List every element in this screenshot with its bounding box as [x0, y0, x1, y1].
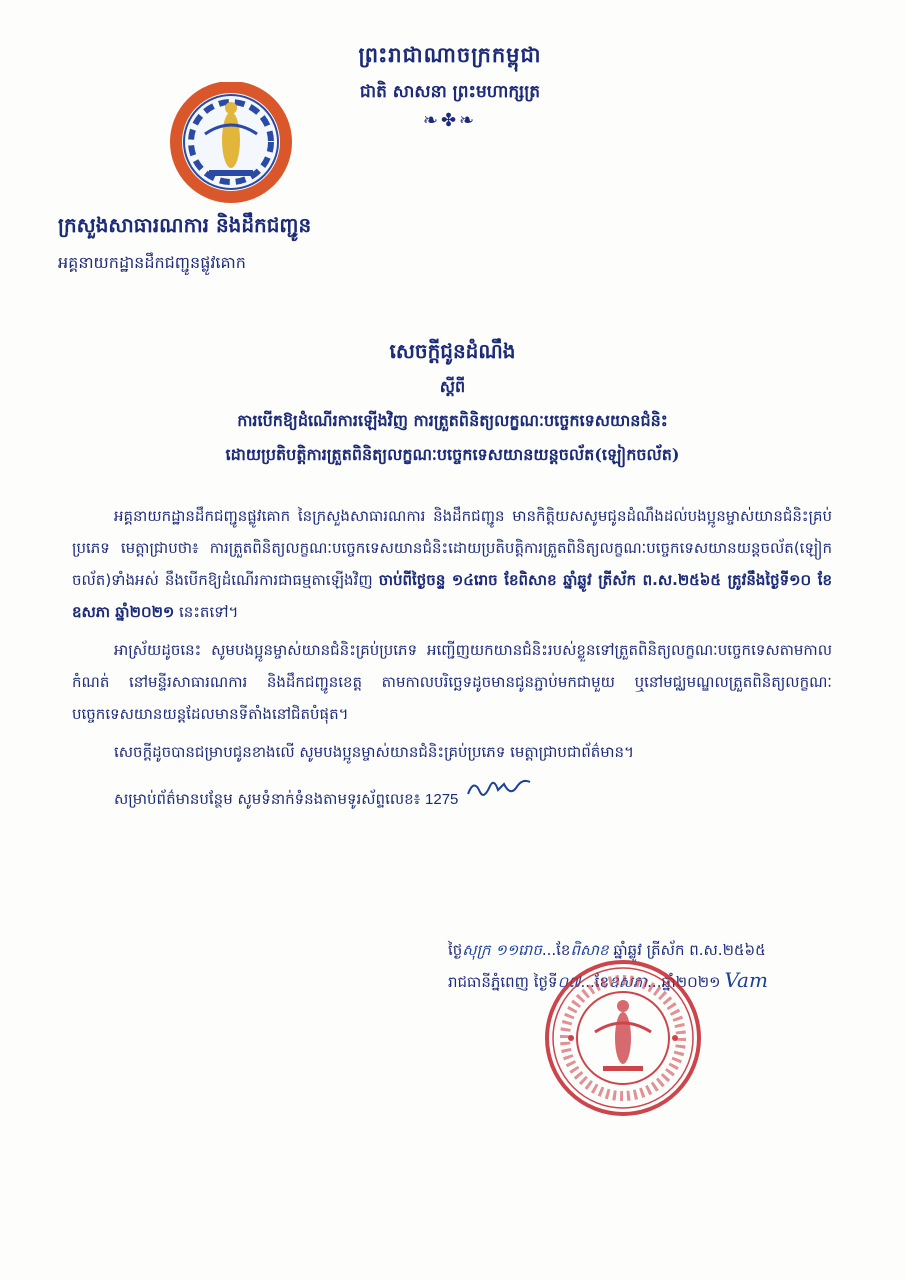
solar-date: រាជធានីភ្នំពេញ ថ្ងៃទី០៧...ខែឧសភា...ឆ្នាំ២០២១ Vam — [448, 968, 768, 992]
kingdom-header — [330, 42, 570, 131]
contact-label: សម្រាប់ព័ត៌មានបន្ថែម សូមទំនាក់ទំនងតាមទូរស័ព្ទលេខ៖ — [114, 790, 421, 808]
kingdom-title: ព្រះរាជាណាចក្រកម្ពុជា — [358, 42, 542, 67]
doc-type: សេចក្តីជូនដំណឹង — [389, 339, 516, 363]
paragraph-1 — [72, 500, 832, 628]
ministry-logo — [165, 82, 305, 207]
document-title — [70, 338, 835, 468]
lunar-month-label: ខែ — [556, 941, 571, 959]
paragraph-3: សេចក្តីដូចបានជម្រាបជូនខាងលើ សូមបងប្អូនម្ចាស់យានជំនិះគ្រប់ប្រភេទ មេត្តាជ្រាបជាព័ត៌មាន។ — [114, 743, 634, 761]
contact-line — [72, 774, 832, 816]
lunar-day-handwritten: សុក្រ ១១រោច — [462, 941, 542, 959]
ministry-name: ក្រសួងសាធារណការ និងដឹកជញ្ជូន — [58, 213, 312, 237]
phone-number: 1275 — [425, 791, 459, 808]
signature: Vam — [724, 968, 768, 992]
document-body — [72, 500, 832, 816]
department-name: អគ្គនាយកដ្ឋានដឹកជញ្ជូនផ្លូវគោក — [58, 253, 246, 272]
paragraph-1-end: នេះតទៅ។ — [174, 603, 239, 621]
national-motto: ជាតិ សាសនា ព្រះមហាក្សត្រ — [359, 82, 541, 102]
doc-about: ស្តីពី — [439, 377, 466, 396]
solar-month-label: ខែ — [594, 973, 610, 991]
official-seal — [533, 958, 713, 1118]
ministry-block — [58, 212, 311, 276]
lunar-prefix: ថ្ងៃ — [448, 941, 463, 959]
paragraph-2: អាស្រ័យដូចនេះ សូមបងប្អូនម្ចាស់យានជំនិះគ្រប់ប្រភេទ អញ្ជើញយកយានជំនិះរបស់ខ្លួនទៅត្រួតពិនិត្យលក្ខណៈបច្ចេកទេសតាមកាលកំណត់ នៅមន្ទីរសាធារណការ និងដឹកជញ្ជូនខេត្ត តាមកាលបរិច្ឆេទដូចមានជូនភ្ជាប់មកជាមួយ ឬនៅមជ្ឈមណ្ឌលត្រួតពិនិត្យលក្ខណៈបច្ចេកទេសយានយន្តដែលមានទីតាំងនៅជិតបំផុត។ — [72, 641, 832, 723]
solar-month-handwritten: ឧសភា — [609, 973, 648, 991]
title-line-1: ការបើកឱ្យដំណើរការឡើងវិញ ការត្រួតពិនិត្យលក្ខណៈបច្ចេកទេសយានជំនិះ — [237, 411, 668, 430]
solar-prefix: រាជធានីភ្នំពេញ ថ្ងៃទី — [448, 973, 558, 991]
title-line-2: ដោយប្រតិបត្តិការត្រួតពិនិត្យលក្ខណៈបច្ចេកទេសយានយន្តចល័ត(ឡៀកចល័ត) — [225, 445, 680, 464]
solar-suffix: ឆ្នាំ២០២១ — [661, 973, 721, 991]
lunar-month-handwritten: ពិសាខ — [570, 941, 609, 959]
paragraph-1-text: អគ្គនាយកដ្ឋានដឹកជញ្ជូនផ្លូវគោក នៃក្រសួងសាធារណការ និងដឹកជញ្ជូន មានកិត្តិយសសូមជូនដំណឹងដល់បងប្អូនម្ចាស់យានជំនិះគ្រប់ប្រភេទ មេត្តាជ្រាបថា៖ ការត្រួតពិនិត្យលក្ខណៈបច្ចេកទេសយានជំនិះដោយប្រតិបត្តិការត្រួតពិនិត្យលក្ខណៈបច្ចេកទេសយានយន្តចល័ត(ឡៀកចល័ត)ទាំងអស់ នឹងបើកឱ្យដំណើរការជាធម្មតាឡើងវិញ — [72, 507, 832, 589]
lunar-suffix: ឆ្នាំឆ្លូវ ត្រីស័ក ព.ស.២៥៦៥ — [613, 941, 766, 959]
handwritten-initials — [464, 785, 534, 810]
ornament: ❧✤❧ — [422, 110, 478, 131]
lunar-date: ថ្ងៃសុក្រ ១១រោច...ខែពិសាខ ឆ្នាំឆ្លូវ ត្រីស័ក ព.ស.២៥៦៥ — [448, 941, 766, 959]
paragraph-1-date: ចាប់ពីថ្ងៃចន្ទ ១៤រោច ខែពិសាខ ឆ្នាំឆ្លូវ ត្រីស័ក ព.ស.២៥៦៥ ត្រូវនឹងថ្ងៃទី១០ ខែឧសភា ឆ្នាំ២០២១ — [72, 571, 832, 621]
solar-day-handwritten: ០៧ — [557, 973, 581, 991]
